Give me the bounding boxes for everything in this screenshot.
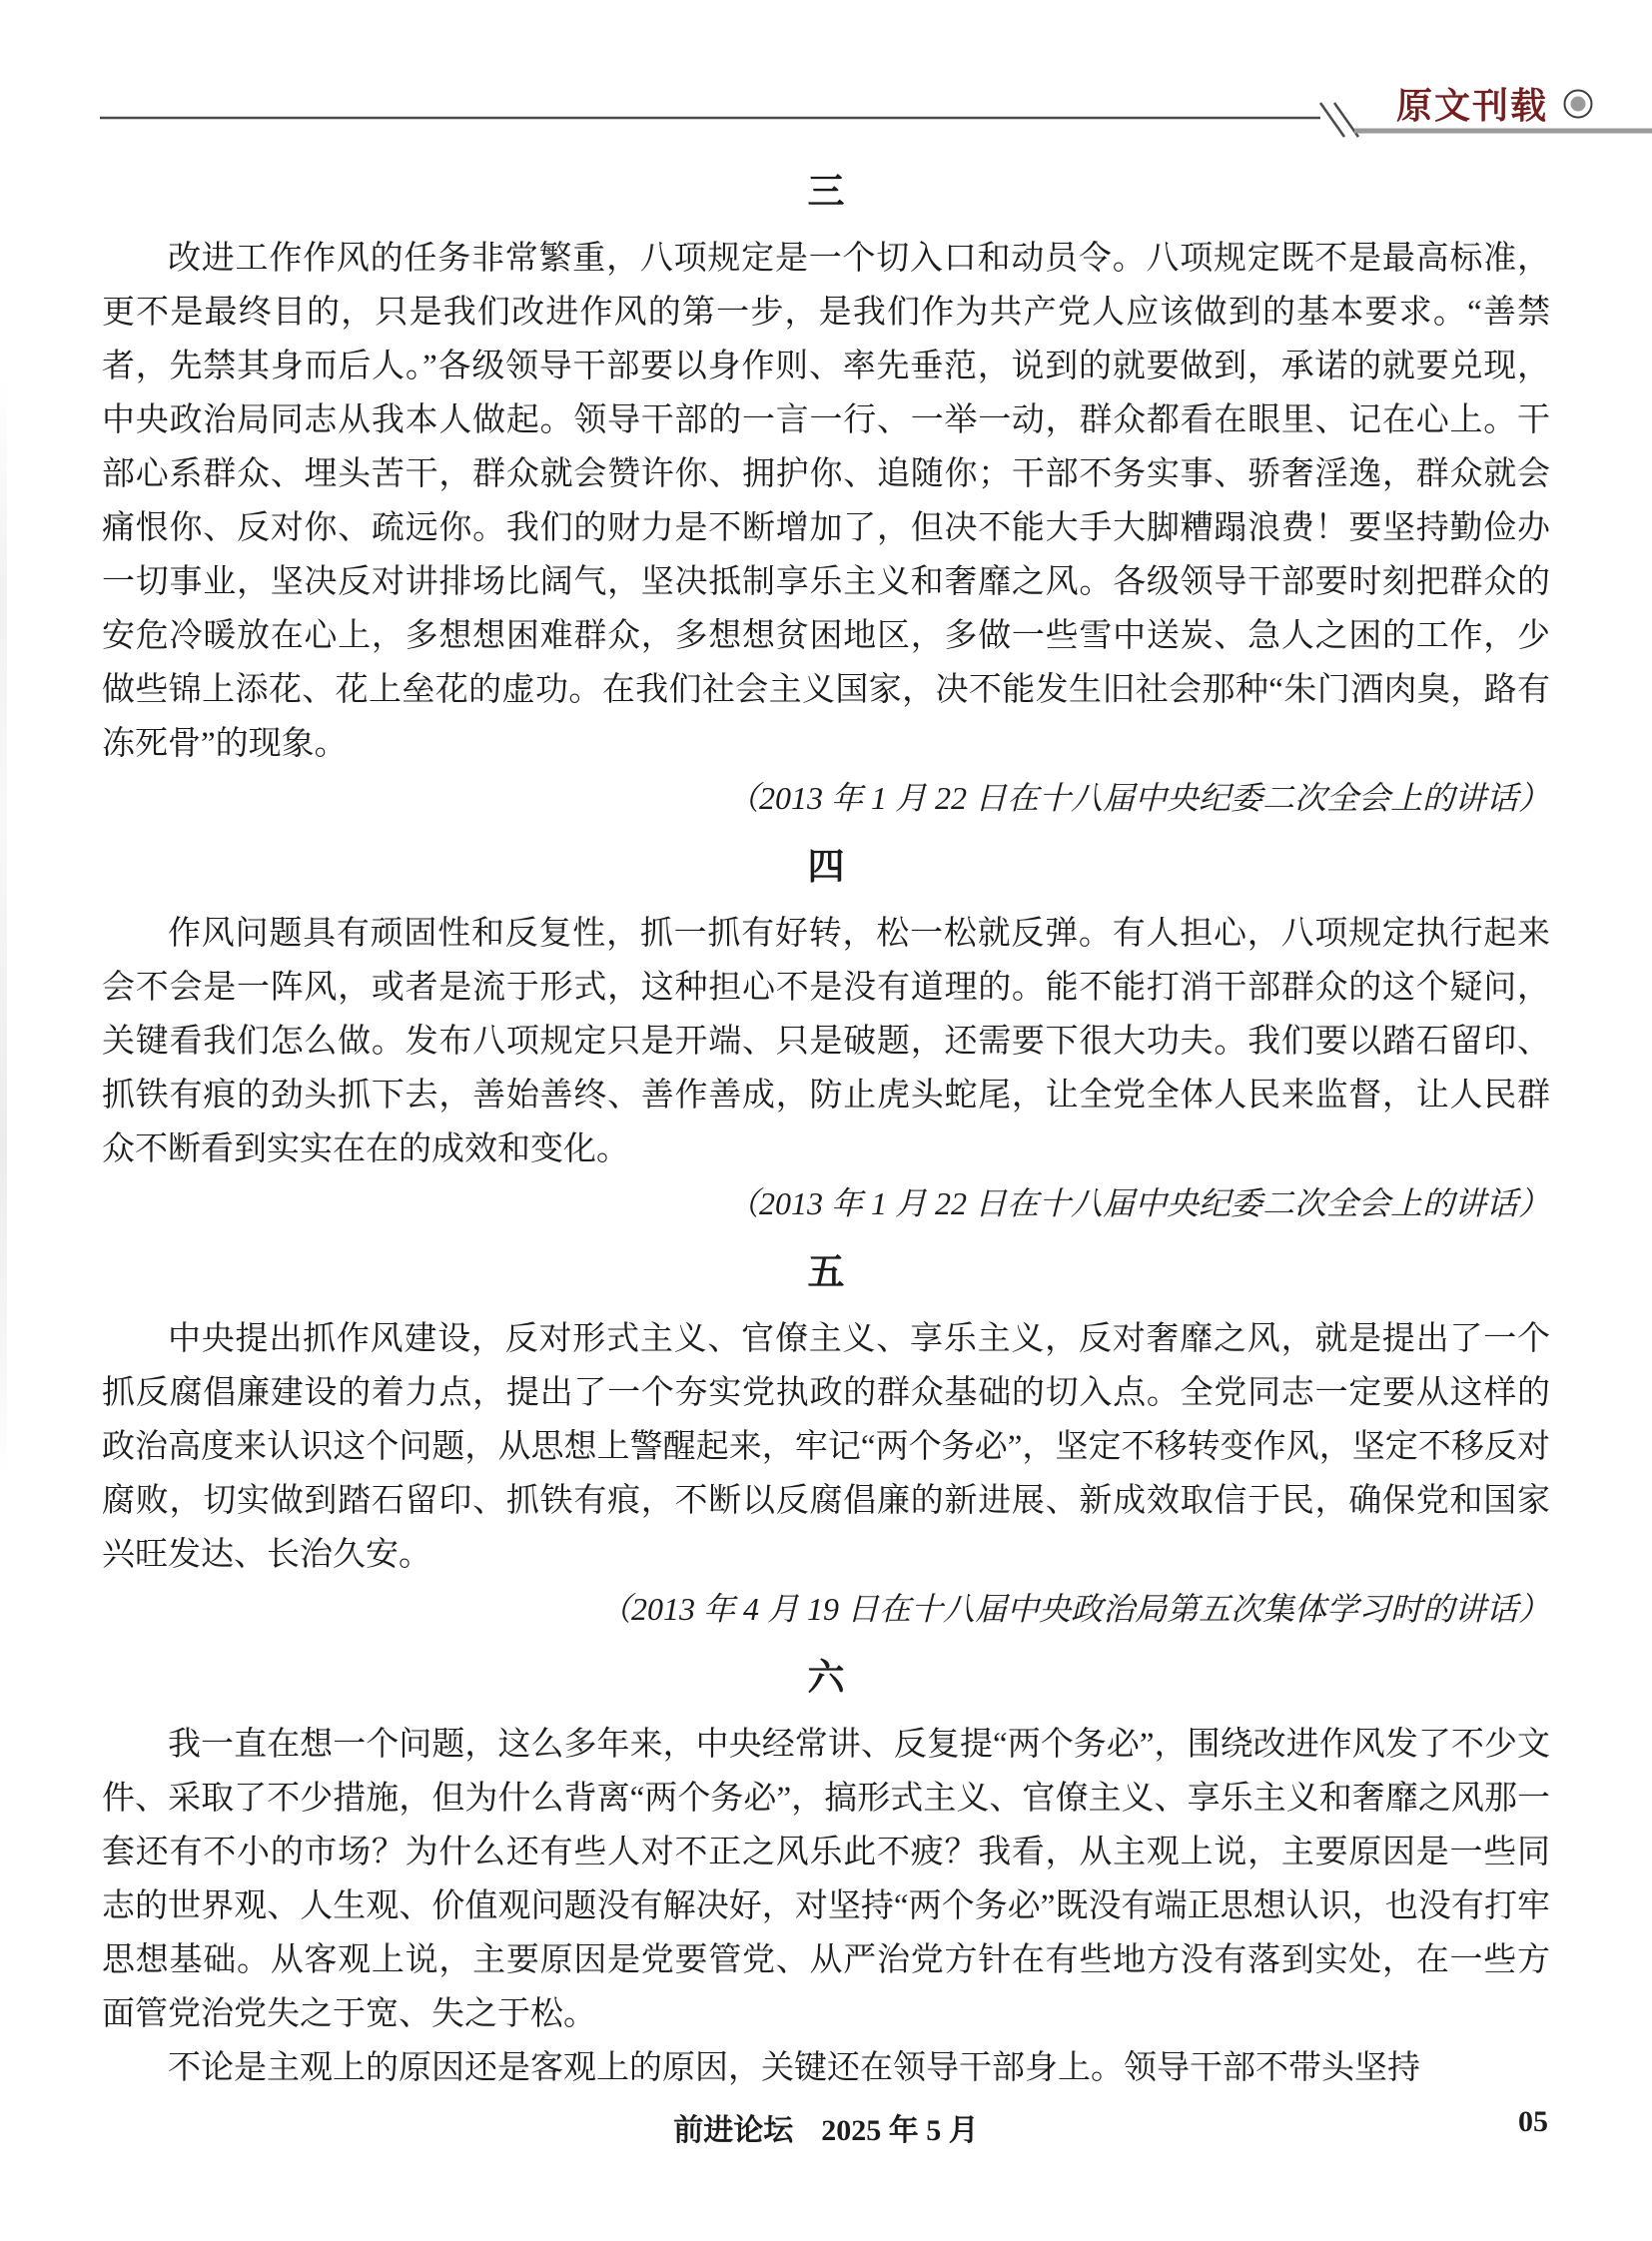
- issue-date: 2025 年 5 月: [821, 2114, 979, 2147]
- journal-name: 前进论坛: [673, 2114, 794, 2147]
- speech-attribution: （2013 年 4 月 19 日在十八届中央政治局第五次集体学习时的讲话）: [598, 1591, 1550, 1627]
- page-footer: [0, 2105, 1652, 2149]
- bullseye-circle-icon: [1562, 88, 1594, 120]
- section-title: 五: [807, 1252, 845, 1293]
- paragraph: 改进工作作风的任务非常繁重，八项规定是一个切入口和动员令。八项规定既不是最高标准，更不是最终目的，只是我们改进作风的第一步，是我们作为共产党人应该做到的基本要求。“善禁者，先禁其身而后人。”各级领导干部要以身作则、率先垂范，说到的就要做到，承诺的就要兑现，中央政治局同志从我本人做起。领导干部的一言一行、一举一动，群众都看在眼里、记在心上。干部心系群众、埋头苦干，群众就会赞许你、拥护你、追随你；干部不务实事、骄奢淫逸，群众就会痛恨你、反对你、疏远你。我们的财力是不断增加了，但决不能大手大脚糟蹋浪费！要坚持勤俭办一切事业，坚决反对讲排场比阔气，坚决抵制享乐主义和奢靡之风。各级领导干部要时刻把群众的安危冷暖放在心上，多想想困难群众，多想想贫困地区，多做一些雪中送炭、急人之困的工作，少做些锦上添花、花上垒花的虚功。在我们社会主义国家，决不能发生旧社会那种“朱门酒肉臭，路有冻死骨”的现象。: [102, 241, 1550, 762]
- header-label-text: 原文刊载: [1396, 86, 1549, 126]
- speech-attribution: （2013 年 1 月 22 日在十八届中央纪委二次全会上的讲话）: [726, 780, 1550, 816]
- section-title: 六: [807, 1658, 845, 1699]
- paragraph: 我一直在想一个问题，这么多年来，中央经常讲、反复提“两个务必”，围绕改进作风发了不少文件、采取了不少措施，但为什么背离“两个务必”，搞形式主义、官僚主义、享乐主义和奢靡之风那一套还有不小的市场？为什么还有些人对不正之风乐此不疲？我看，从主观上说，主要原因是一些同志的世界观、人生观、价值观问题没有解决好，对坚持“两个务必”既没有端正思想认识，也没有打牢思想基础。从客观上说，主要原因是党要管党、从严治党方针在有些地方没有落到实处，在一些方面管党治党失之于宽、失之于松。: [102, 1727, 1550, 2032]
- paragraph: 作风问题具有顽固性和反复性，抓一抓有好转，松一松就反弹。有人担心，八项规定执行起来会不会是一阵风，或者是流于形式，这种担心不是没有道理的。能不能打消干部群众的这个疑问，关键看我们怎么做。发布八项规定只是开端、只是破题，还需要下很大功夫。我们要以踏石留印、抓铁有痕的劲头抓下去，善始善终、善作善成，防止虎头蛇尾，让全党全体人民来监督，让人民群众不断看到实实在在的成效和变化。: [102, 916, 1550, 1167]
- footer-journal-line: [0, 2105, 1652, 2149]
- page-number: 05: [1518, 2105, 1548, 2138]
- section-title: 三: [807, 172, 845, 213]
- section-title: 四: [807, 847, 845, 888]
- article-body: [102, 150, 1550, 2095]
- paragraph: 中央提出抓作风建设，反对形式主义、官僚主义、享乐主义，反对奢靡之风，就是提出了一个抓反腐倡廉建设的着力点，提出了一个夯实党执政的群众基础的切入点。全党同志一定要从这样的政治高度来认识这个问题，从思想上警醒起来，牢记“两个务必”，坚定不移转变作风，坚定不移反对腐败，切实做到踏石留印、抓铁有痕，不断以反腐倡廉的新进展、新成效取信于民，确保党和国家兴旺发达、长治久安。: [102, 1321, 1550, 1573]
- speech-attribution: （2013 年 1 月 22 日在十八届中央纪委二次全会上的讲话）: [726, 1185, 1550, 1221]
- scan-edge-artifact: [0, 379, 7, 1478]
- page-header: [0, 0, 1652, 150]
- paragraph: 不论是主观上的原因还是客观上的原因，关键还在领导干部身上。领导干部不带头坚持: [168, 2050, 1420, 2086]
- header-section-label: [1396, 78, 1594, 129]
